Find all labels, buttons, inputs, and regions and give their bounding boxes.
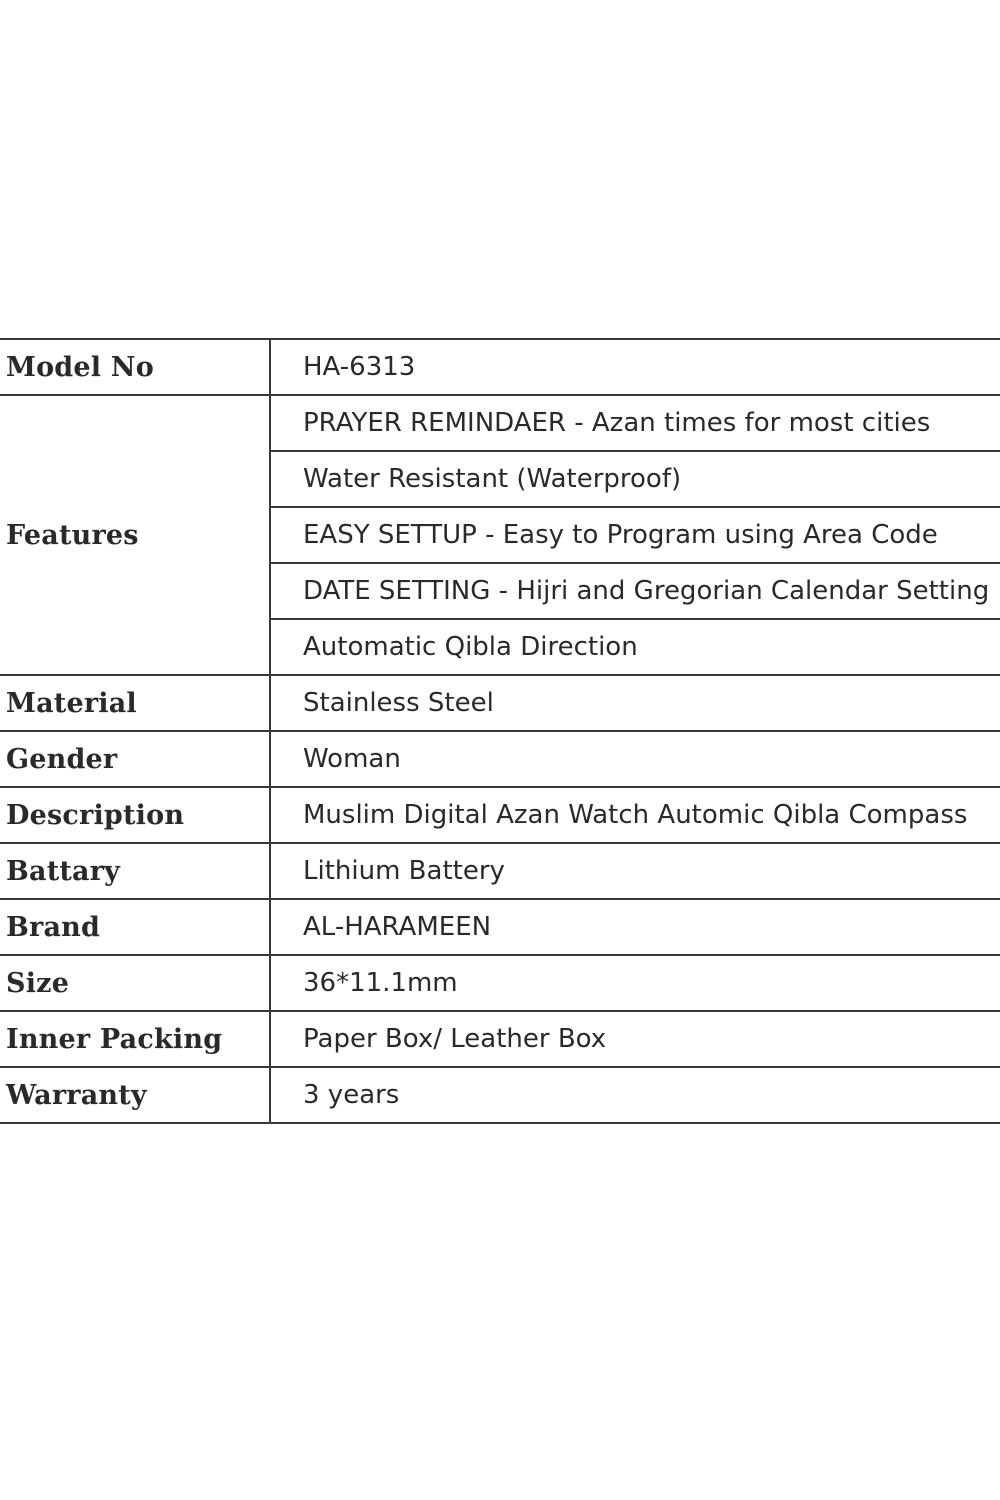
spec-value: 36*11.1mm [270, 955, 1000, 1011]
spec-label: Battary [0, 843, 270, 899]
spec-label: Inner Packing [0, 1011, 270, 1067]
spec-row-brand [0, 899, 1000, 955]
feature-item: PRAYER REMINDAER - Azan times for most cities [270, 395, 1000, 451]
spec-row-size [0, 955, 1000, 1011]
spec-row-model-no [0, 339, 1000, 395]
spec-row-features [0, 395, 1000, 451]
spec-value: Lithium Battery [270, 843, 1000, 899]
spec-row-warranty [0, 1067, 1000, 1123]
spec-value: HA-6313 [270, 339, 1000, 395]
feature-item: Automatic Qibla Direction [270, 619, 1000, 675]
spec-row-inner-packing [0, 1011, 1000, 1067]
spec-value: Paper Box/ Leather Box [270, 1011, 1000, 1067]
spec-label: Model No [0, 339, 270, 395]
feature-item: DATE SETTING - Hijri and Gregorian Calendar Setting [270, 563, 1000, 619]
spec-label: Features [0, 395, 270, 675]
spec-label: Warranty [0, 1067, 270, 1123]
spec-row-material [0, 675, 1000, 731]
spec-table [0, 338, 1000, 1124]
spec-row-gender [0, 731, 1000, 787]
spec-label: Material [0, 675, 270, 731]
feature-item: EASY SETTUP - Easy to Program using Area Code [270, 507, 1000, 563]
spec-value: Woman [270, 731, 1000, 787]
spec-label: Description [0, 787, 270, 843]
spec-value: Muslim Digital Azan Watch Automic Qibla Compass [270, 787, 1000, 843]
spec-row-battery [0, 843, 1000, 899]
spec-value: Stainless Steel [270, 675, 1000, 731]
spec-value: 3 years [270, 1067, 1000, 1123]
spec-label: Brand [0, 899, 270, 955]
spec-label: Size [0, 955, 270, 1011]
spec-row-description [0, 787, 1000, 843]
spec-value: AL-HARAMEEN [270, 899, 1000, 955]
feature-item: Water Resistant (Waterproof) [270, 451, 1000, 507]
spec-label: Gender [0, 731, 270, 787]
